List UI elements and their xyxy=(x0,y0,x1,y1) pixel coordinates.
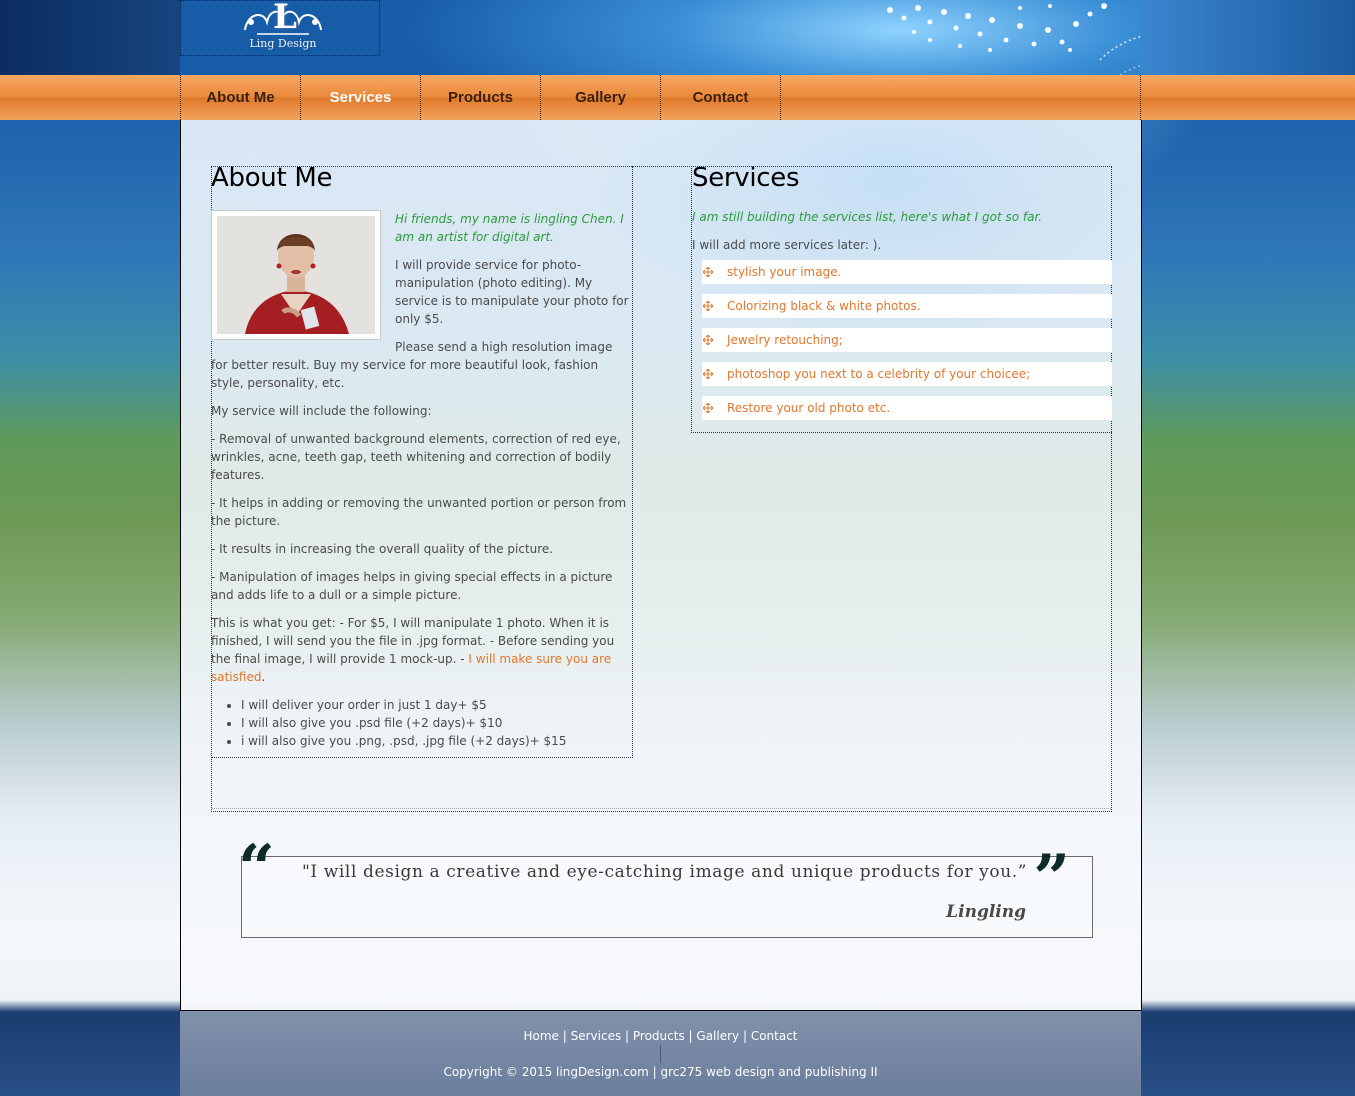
header-background-left xyxy=(0,0,180,75)
quote-text: "I will design a creative and eye-catching image and unique products for you.” xyxy=(302,862,1028,882)
about-section xyxy=(211,163,633,758)
footer-divider xyxy=(660,1045,661,1063)
logo-text: Ling Design xyxy=(249,37,317,50)
about-paragraph: - It helps in adding or removing the unwanted portion or person from the picture. xyxy=(211,496,627,528)
cross-arrow-icon xyxy=(703,403,713,413)
about-paragraph: I will provide service for photo-manipulation (photo editing). My service is to manipulate your photo for only $5. xyxy=(395,258,629,326)
about-paragraph: - It results in increasing the overall quality of the picture. xyxy=(211,542,554,556)
profile-photo-image xyxy=(217,216,375,334)
footer-nav xyxy=(180,1029,1141,1043)
quote-author: Lingling xyxy=(946,902,1026,922)
nav-about-me[interactable]: About Me xyxy=(181,75,301,120)
footer-link-services[interactable]: Services xyxy=(570,1029,622,1043)
pricing-list xyxy=(211,696,632,750)
service-item[interactable] xyxy=(702,260,1112,284)
cross-arrow-icon xyxy=(703,301,713,311)
services-note: I will add more services later: ). xyxy=(692,238,882,252)
footer-separator: | xyxy=(621,1029,633,1043)
nav-contact[interactable]: Contact xyxy=(661,75,781,120)
service-item[interactable] xyxy=(702,328,1112,352)
footer-link-products[interactable]: Products xyxy=(632,1029,685,1043)
offer-end: . xyxy=(261,670,266,684)
logo-letter: L xyxy=(273,0,297,37)
offer-paragraph xyxy=(211,614,632,686)
footer-separator: | xyxy=(558,1029,571,1043)
service-label: Restore your old photo etc. xyxy=(727,401,891,415)
close-quote-icon: ” xyxy=(1033,841,1070,916)
main-content xyxy=(180,120,1142,1011)
service-label: Jewelry retouching; xyxy=(727,333,843,347)
service-item[interactable] xyxy=(702,396,1112,420)
open-quote-icon: “ xyxy=(238,831,275,906)
service-label: stylish your image. xyxy=(727,265,842,279)
about-paragraph: - Manipulation of images helps in giving special effects in a picture and adds life to a dull or a simple picture. xyxy=(211,570,613,602)
header-background-right xyxy=(1141,0,1355,75)
site-logo[interactable] xyxy=(180,0,380,56)
profile-photo xyxy=(211,210,381,340)
cross-arrow-icon xyxy=(703,369,713,379)
services-intro: I am still building the services list, here's what I got so far. xyxy=(692,210,1043,224)
greeting-text: Hi friends, my name is lingling Chen. I am an artist for digital art. xyxy=(395,212,624,244)
footer-link-contact[interactable]: Contact xyxy=(750,1029,798,1043)
service-label: photoshop you next to a celebrity of your choicee; xyxy=(727,367,1031,381)
about-paragraph: Please send a high resolution image for better result. Buy my service for more beautiful look, fashion style, personality, etc. xyxy=(211,340,613,390)
services-list xyxy=(702,260,1112,420)
about-paragraph: - Removal of unwanted background elements, correction of red eye, wrinkles, acne, teeth gap, teeth whitening and correction of bodily features. xyxy=(211,432,621,482)
nav-products[interactable]: Products xyxy=(421,75,541,120)
main-navigation xyxy=(181,75,781,121)
copyright-text: Copyright © 2015 lingDesign.com | grc275 web design and publishing II xyxy=(443,1065,878,1079)
services-section xyxy=(691,163,1112,433)
nav-gallery[interactable]: Gallery xyxy=(541,75,661,120)
footer-separator: | xyxy=(739,1029,751,1043)
testimonial-quote xyxy=(238,831,1093,938)
about-title: About Me xyxy=(211,163,333,193)
service-item[interactable] xyxy=(702,294,1112,318)
footer-link-gallery[interactable]: Gallery xyxy=(696,1029,740,1043)
cross-arrow-icon xyxy=(703,267,713,277)
list-item: • I will deliver your order in just 1 day+ $5 xyxy=(241,696,632,714)
portrait-illustration xyxy=(217,216,375,334)
site-footer xyxy=(180,1011,1141,1096)
nav-services[interactable]: Services xyxy=(301,75,421,120)
content-frame-rule xyxy=(212,808,1111,809)
footer-link-home[interactable]: Home xyxy=(523,1029,559,1043)
footer-separator: | xyxy=(684,1029,697,1043)
service-item[interactable] xyxy=(702,362,1112,386)
service-label: Colorizing black & white photos. xyxy=(727,299,921,313)
about-paragraph: My service will include the following: xyxy=(211,404,432,418)
services-title: Services xyxy=(692,163,800,193)
offer-text: This is what you get: - For $5, I will manipulate 1 photo. When it is finished, I will send you the file in .jpg format. - Before sending you the final image, I will provide 1 mock-up. - xyxy=(211,616,615,666)
satisfaction-highlight: I will make sure you are satisfied xyxy=(211,652,612,684)
cross-arrow-icon xyxy=(703,335,713,345)
list-item: • i will also give you .png, .psd, .jpg file (+2 days)+ $15 xyxy=(241,732,632,750)
list-item: • I will also give you .psd file (+2 days)+ $10 xyxy=(241,714,632,732)
